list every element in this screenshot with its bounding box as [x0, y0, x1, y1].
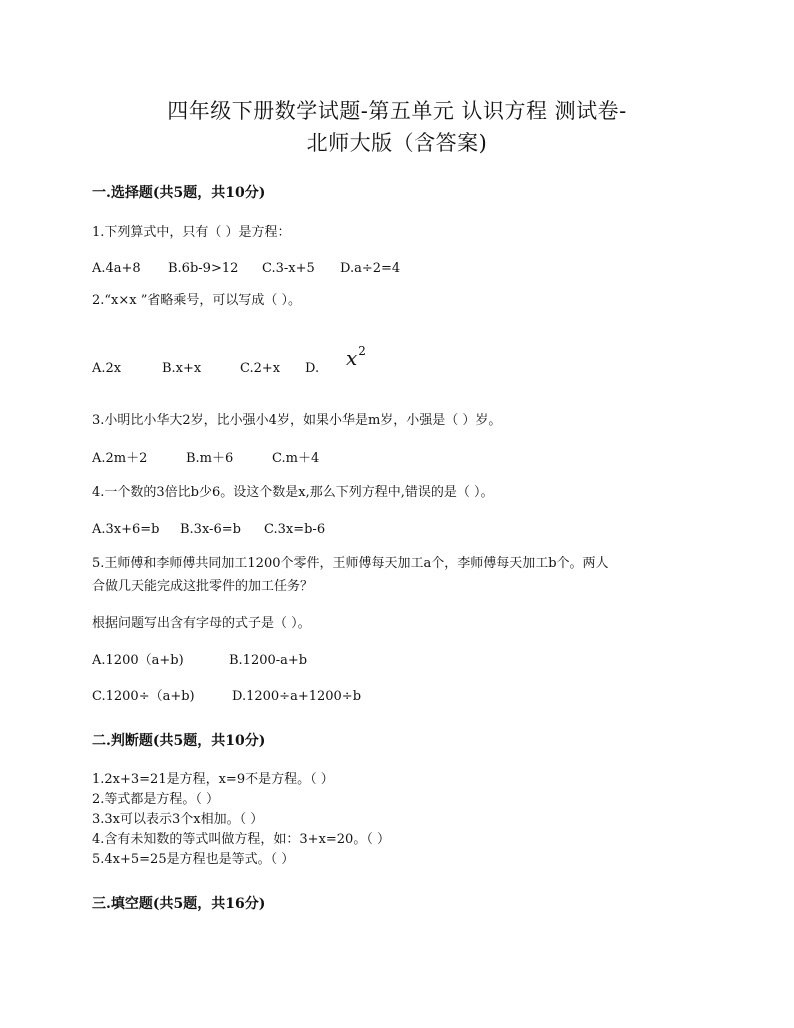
question-1-option-c: C.3-x+5	[262, 261, 315, 276]
question-5-stem-line-1: 5.王师傅和李师傅共同加工1200个零件，王师傅每天加工a个，李师傅每天加工b个。两人	[92, 556, 609, 571]
true-false-item-5: 5.4x+5=25是方程也是等式。（ ）	[92, 852, 295, 867]
question-4-option-a: A.3x+6=b	[92, 522, 160, 537]
question-5-option-d: D.1200÷a+1200÷b	[232, 689, 362, 704]
question-2-option-c: C.2+x	[240, 361, 281, 376]
question-1-option-a: A.4a+8	[92, 261, 141, 276]
question-1-stem: 1.下列算式中，只有（ ）是方程：	[92, 225, 291, 240]
x-squared-formula	[346, 340, 366, 369]
question-5-option-a: A.1200（a+b)	[92, 653, 184, 668]
question-1-option-d: D.a÷2=4	[340, 261, 401, 276]
question-3-option-a: A.2m＋2	[92, 451, 148, 466]
section-heading-true-false: 二.判断题(共5题，共10分)	[92, 733, 266, 749]
question-2-option-d: D.	[305, 361, 320, 376]
true-false-item-3: 3.3x可以表示3个x相加。（ ）	[92, 812, 264, 827]
question-5-option-b: B.1200-a+b	[229, 653, 308, 668]
true-false-item-2: 2.等式都是方程。（ ）	[92, 792, 220, 807]
true-false-item-4: 4.含有未知数的等式叫做方程，如：3+x=20。（ ）	[92, 832, 390, 847]
section-heading-choice: 一.选择题(共5题，共10分)	[92, 185, 266, 201]
question-4-option-c: C.3x=b-6	[264, 522, 326, 537]
true-false-item-1: 1.2x+3=21是方程，x=9不是方程。（ ）	[92, 772, 334, 787]
question-3-option-c: C.m＋4	[272, 451, 320, 466]
document-title-line-2: 北师大版（含答案)	[306, 131, 488, 155]
question-5-stem-line-3: 根据问题写出含有字母的式子是（ ）。	[92, 616, 311, 631]
question-5-option-c: C.1200÷（a+b)	[92, 689, 195, 704]
x-squared-base: x	[346, 346, 358, 370]
question-1-option-b: B.6b-9>12	[168, 261, 239, 276]
question-3-option-b: B.m＋6	[186, 451, 234, 466]
question-3-stem: 3.小明比小华大2岁，比小强小4岁，如果小华是m岁，小强是（ ）岁。	[92, 413, 502, 428]
document-title-line-1: 四年级下册数学试题-第五单元 认识方程 测试卷-	[167, 99, 627, 123]
question-2-stem: 2.“x×x ”省略乘号，可以写成（ ）。	[92, 293, 302, 308]
question-5-stem-line-2: 合做几天能完成这批零件的加工任务？	[92, 579, 314, 594]
x-squared-exponent: 2	[358, 344, 366, 358]
question-2-option-b: B.x+x	[162, 361, 202, 376]
question-4-stem: 4.一个数的3倍比b少6。设这个数是x,那么下列方程中,错误的是（ ）。	[92, 485, 494, 500]
question-4-option-b: B.3x-6=b	[180, 522, 241, 537]
section-heading-fill-blank: 三.填空题(共5题，共16分)	[92, 896, 266, 912]
question-2-option-a: A.2x	[92, 361, 122, 376]
